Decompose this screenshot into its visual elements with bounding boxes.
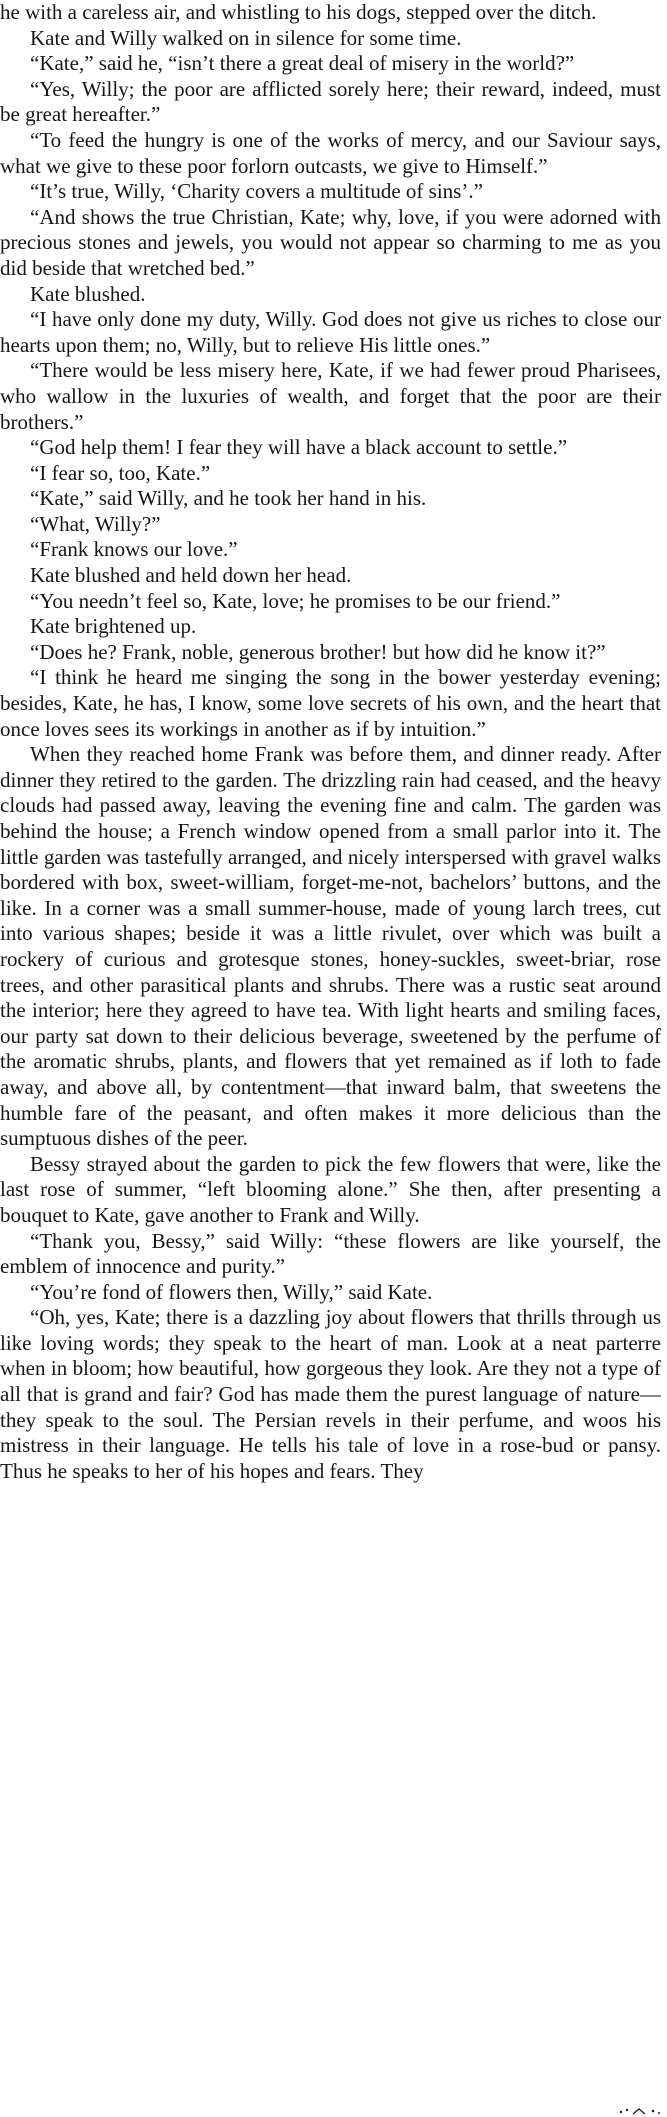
paragraph: “Kate,” said Willy, and he took her hand in his. bbox=[30, 486, 427, 511]
paragraph: “Kate,” said he, “isn’t there a great deal of misery in the world?” bbox=[30, 51, 575, 76]
paragraph: Kate brightened up. bbox=[30, 614, 197, 639]
paragraph: “I think he heard me singing the song in the bower yesterday evening; besides, Kate, he has, I know, some love secrets of his own, and the heart that once loves sees its workings in another as if by intuition.” bbox=[0, 665, 661, 741]
paragraph: When they reached home Frank was before them, and dinner ready. After dinner they retired to the garden. The drizzling rain had ceased, and the heavy clouds had passed away, leaving the evening fine and calm. The garden was behind the house; a French window opened from a small parlor into it. The little garden was tastefully arranged, and nicely interspersed with gravel walks bordered with box, sweet-william, forget-me-not, bachelors’ buttons, and the like. In a corner was a small summer-house, made of young larch trees, cut into various shapes; beside it was a little rivulet, over which was built a rockery of curious and grotesque stones, honey-suckles, sweet-briar, rose trees, and other parasitical plants and shrubs. There was a rustic seat around the interior; here they agreed to have tea. With light hearts and smiling faces, our party sat down to their delicious beverage, sweetened by the perfume of the aromatic shrubs, plants, and flowers that yet remained as if loth to fade away, and above all, by contentment—that inward balm, that sweetens the humble fare of the peasant, and often makes it more delicious than the sumptuous dishes of the peer. bbox=[0, 742, 661, 1151]
paragraph: “You’re fond of flowers then, Willy,” said Kate. bbox=[30, 1279, 433, 1304]
paragraph: “It’s true, Willy, ‘Charity covers a multitude of sins’.” bbox=[30, 179, 483, 204]
paragraph: Kate blushed and held down her head. bbox=[30, 563, 352, 588]
paragraph: “Does he? Frank, noble, generous brother! but how did he know it?” bbox=[30, 639, 606, 664]
paragraph: “To feed the hungry is one of the works of mercy, and our Saviour says, what we give to these poor forlorn outcasts, we give to Himself.” bbox=[0, 127, 661, 178]
paragraph: “Frank knows our love.” bbox=[30, 537, 238, 562]
paragraph: “Yes, Willy; the poor are afflicted sorely here; their reward, indeed, must be great hereafter.” bbox=[0, 76, 661, 127]
scan-artifact-icon bbox=[615, 2106, 665, 2116]
paragraph: “Oh, yes, Kate; there is a dazzling joy about flowers that thrills through us like loving words; they speak to the heart of man. Look at a neat parterre when in bloom; how beautiful, how gorgeous they look. Are they not a type of all that is grand and fair? God has made them the purest language of nature—they speak to the soul. The Persian revels in their perfume, and woos his mistress in their language. He tells his tale of love in a rose-bud or pansy. Thus he speaks to her of his hopes and fears. They bbox=[0, 1305, 661, 1483]
paragraph: Kate and Willy walked on in silence for some time. bbox=[30, 25, 462, 50]
paragraph: “What, Willy?” bbox=[30, 511, 161, 536]
paragraph: Bessy strayed about the garden to pick the few flowers that were, like the last rose of summer, “left blooming alone.” She then, after presenting a bouquet to Kate, gave another to Frank and Willy. bbox=[0, 1151, 661, 1227]
paragraph: Kate blushed. bbox=[30, 281, 146, 306]
paragraph: “There would be less misery here, Kate, if we had fewer proud Pharisees, who wallow in the luxuries of wealth, and forget that the poor are their brothers.” bbox=[0, 358, 661, 434]
paragraph: “And shows the true Christian, Kate; why, love, if you were adorned with precious stones and jewels, you would not appear so charming to me as you did beside that wretched bed.” bbox=[0, 204, 661, 280]
paragraph: “Thank you, Bessy,” said Willy: “these flowers are like yourself, the emblem of innocence and purity.” bbox=[0, 1228, 661, 1279]
paragraph: “I have only done my duty, Willy. God does not give us riches to close our hearts upon them; no, Willy, but to relieve His little ones.” bbox=[0, 307, 661, 357]
paragraph: “You needn’t feel so, Kate, love; he promises to be our friend.” bbox=[30, 588, 561, 613]
paragraph-continued: he with a careless air, and whistling to his dogs, stepped over the ditch. bbox=[0, 0, 597, 24]
paragraph: “I fear so, too, Kate.” bbox=[30, 460, 211, 485]
paragraph: “God help them! I fear they will have a black account to settle.” bbox=[30, 435, 568, 460]
